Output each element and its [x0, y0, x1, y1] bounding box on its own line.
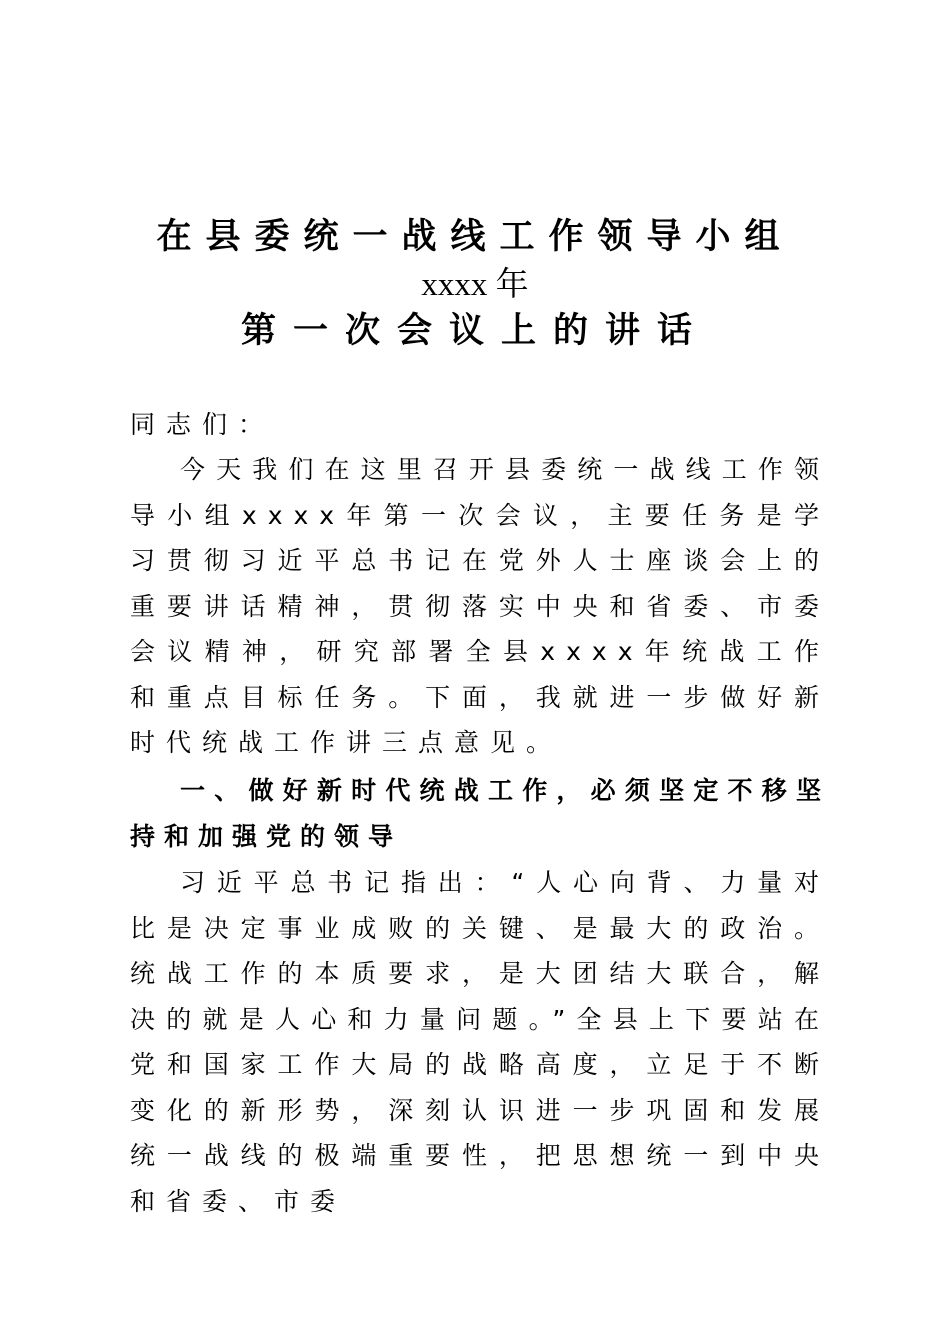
title-line-2: xxxx 年 [421, 267, 529, 303]
greeting: 同志们： [130, 410, 275, 439]
paragraph-intro: 今天我们在这里召开县委统一战线工作领导小组xxxx年第一次会议，主要任务是学习贯彻习近平总书记在党外人士座谈会上的重要讲话精神，贯彻落实中央和省委、市委会议精神，研究部署全县xxxx年统战工作和重点目标任务。下面，我就进一步做好新时代统战工作讲三点意见。 [130, 455, 830, 757]
paragraph-section-1: 习近平总书记指出：“人心向背、力量对比是决定事业成败的关键、是最大的政治。统战工作的本质要求，是大团结大联合，解决的就是人心和力量问题。”全县上下要站在党和国家工作大局的战略高度，立足于不断变化的新形势，深刻认识进一步巩固和发展统一战线的极端重要性，把思想统一到中央和省委、市委 [130, 868, 830, 1216]
title-line-1: 在县委统一战线工作领导小组 [156, 216, 794, 257]
section-heading-1: 一、做好新时代统战工作，必须坚定不移坚持和加强党的领导 [130, 776, 830, 851]
title-line-3: 第一次会议上的讲话 [240, 310, 709, 351]
